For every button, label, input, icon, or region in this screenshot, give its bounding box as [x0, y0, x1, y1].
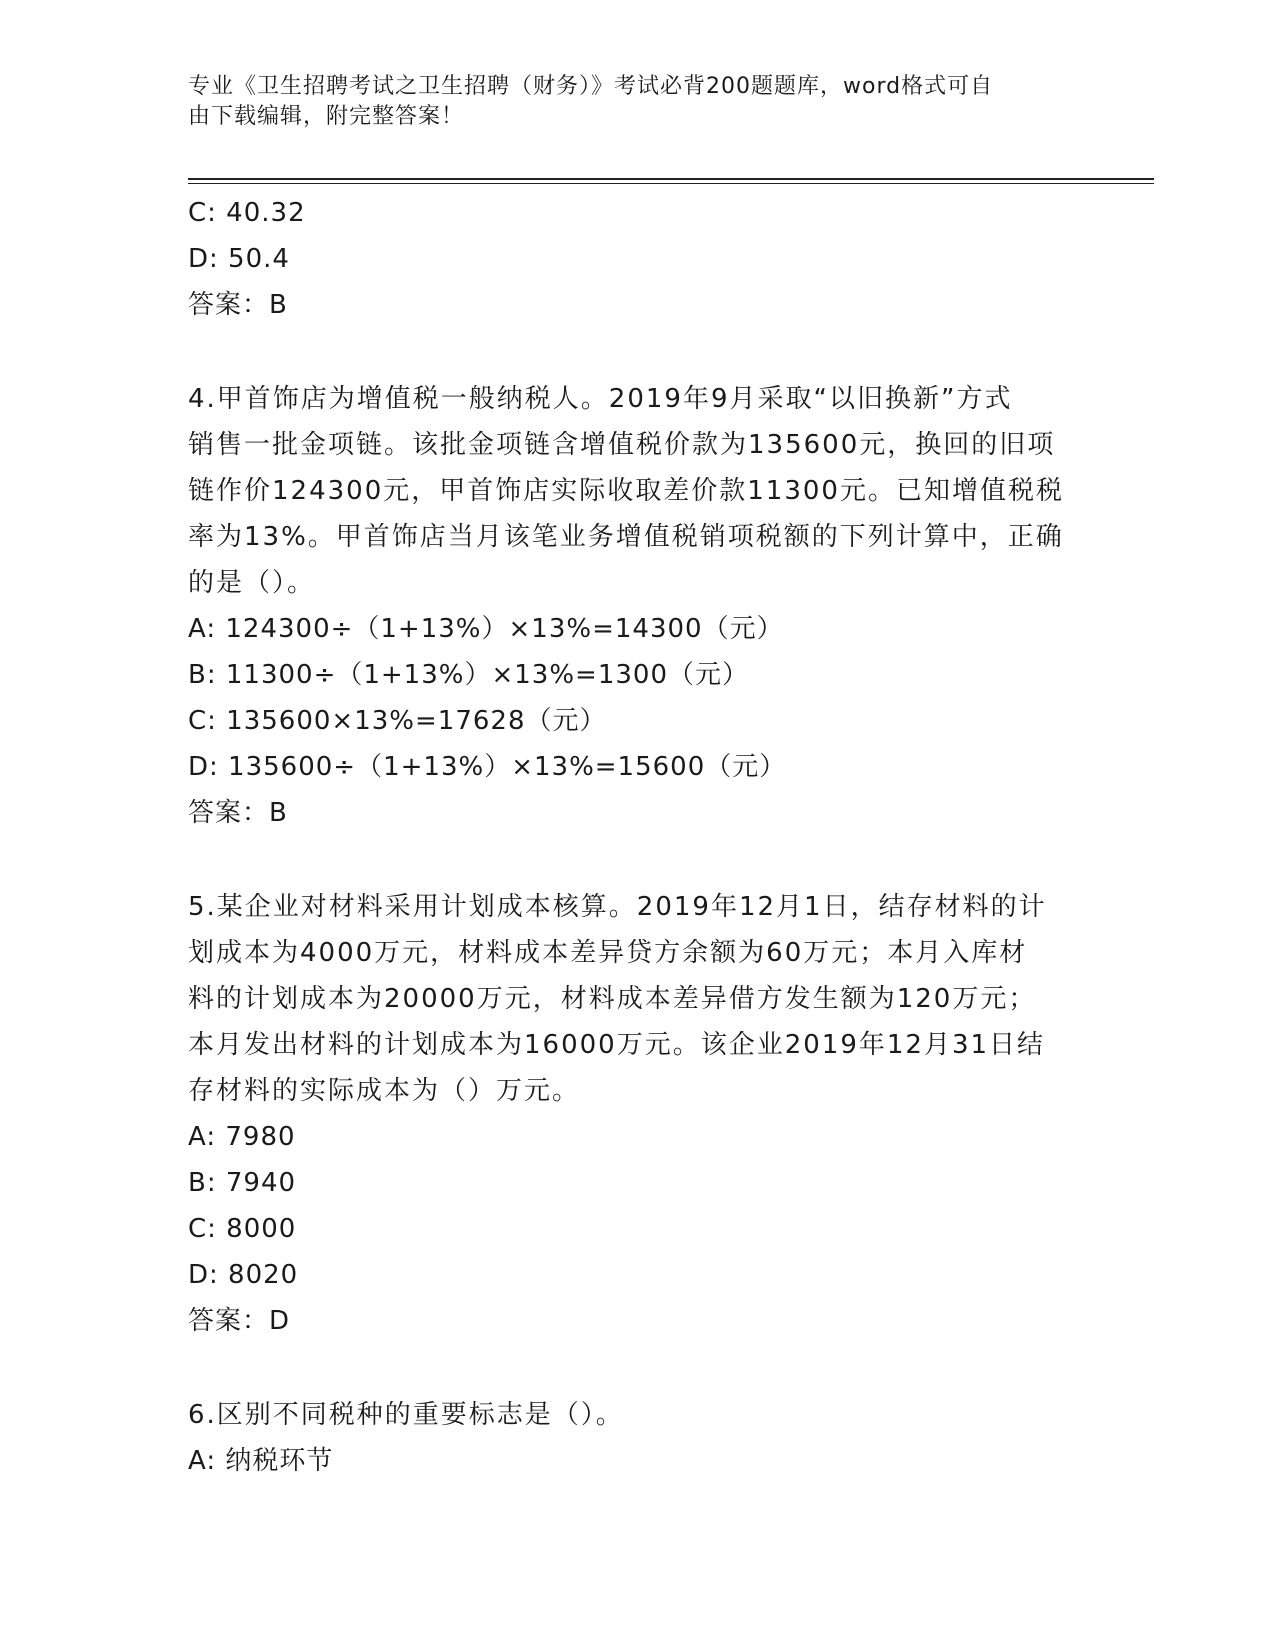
option-a: A: 7980: [188, 1122, 296, 1152]
question-text-line: 本月发出材料的计划成本为16000万元。该企业2019年12月31日结: [188, 1030, 1046, 1060]
option-b: B: 7940: [188, 1168, 297, 1198]
question-text-line: 划成本为4000万元，材料成本差异贷方余额为60万元；本月入库材: [188, 938, 1028, 968]
option-d: D: 8020: [188, 1260, 299, 1290]
question-6: [188, 1392, 1088, 1484]
question-4-text: [188, 376, 1088, 606]
question-4: [188, 376, 1088, 836]
answer-line: 答案：D: [188, 1306, 291, 1336]
option-a: A: 纳税环节: [188, 1446, 334, 1476]
question-5-text: [188, 884, 1088, 1114]
option-d: D: 50.4: [188, 244, 290, 274]
question-text-line: 4.甲首饰店为增值税一般纳税人。2019年9月采取“以旧换新”方式: [188, 384, 1013, 414]
question-text-line: 存材料的实际成本为（）万元。: [188, 1076, 581, 1106]
question-content: [188, 190, 1088, 1484]
header-line-2: 由下载编辑，附完整答案！: [188, 104, 465, 129]
option-c: C: 8000: [188, 1214, 297, 1244]
option-b: B: 11300÷（1+13%）×13%=1300（元）: [188, 660, 750, 690]
question-text-line: 销售一批金项链。该批金项链含增值税价款为135600元，换回的旧项: [188, 430, 1056, 460]
option-d: D: 135600÷（1+13%）×13%=15600（元）: [188, 752, 787, 782]
question-text-line: 率为13%。甲首饰店当月该笔业务增值税销项税额的下列计算中，正确: [188, 522, 1064, 552]
answer-line: 答案：B: [188, 798, 288, 828]
prev-question-block: [188, 190, 1088, 328]
question-text-line: 5.某企业对材料采用计划成本核算。2019年12月1日，结存材料的计: [188, 892, 1047, 922]
page-header: [188, 72, 1088, 132]
option-c: C: 135600×13%=17628（元）: [188, 706, 607, 736]
question-text-line: 的是（）。: [188, 568, 316, 598]
answer-line: 答案：B: [188, 290, 288, 320]
question-5: [188, 884, 1088, 1344]
question-6-text: [188, 1392, 1088, 1438]
question-text-line: 链作价124300元，甲首饰店实际收取差价款11300元。已知增值税税: [188, 476, 1064, 506]
question-text-line: 6.区别不同税种的重要标志是（）。: [188, 1400, 624, 1430]
option-c: C: 40.32: [188, 198, 306, 228]
header-rule-thin: [188, 183, 1154, 184]
header-rule-thick: [188, 178, 1154, 180]
header-line-1: 专业《卫生招聘考试之卫生招聘（财务）》考试必背200题题库，word格式可自: [188, 74, 994, 99]
option-a: A: 124300÷（1+13%）×13%=14300（元）: [188, 614, 784, 644]
question-text-line: 料的计划成本为20000万元，材料成本差异借方发生额为120万元；: [188, 984, 1037, 1014]
